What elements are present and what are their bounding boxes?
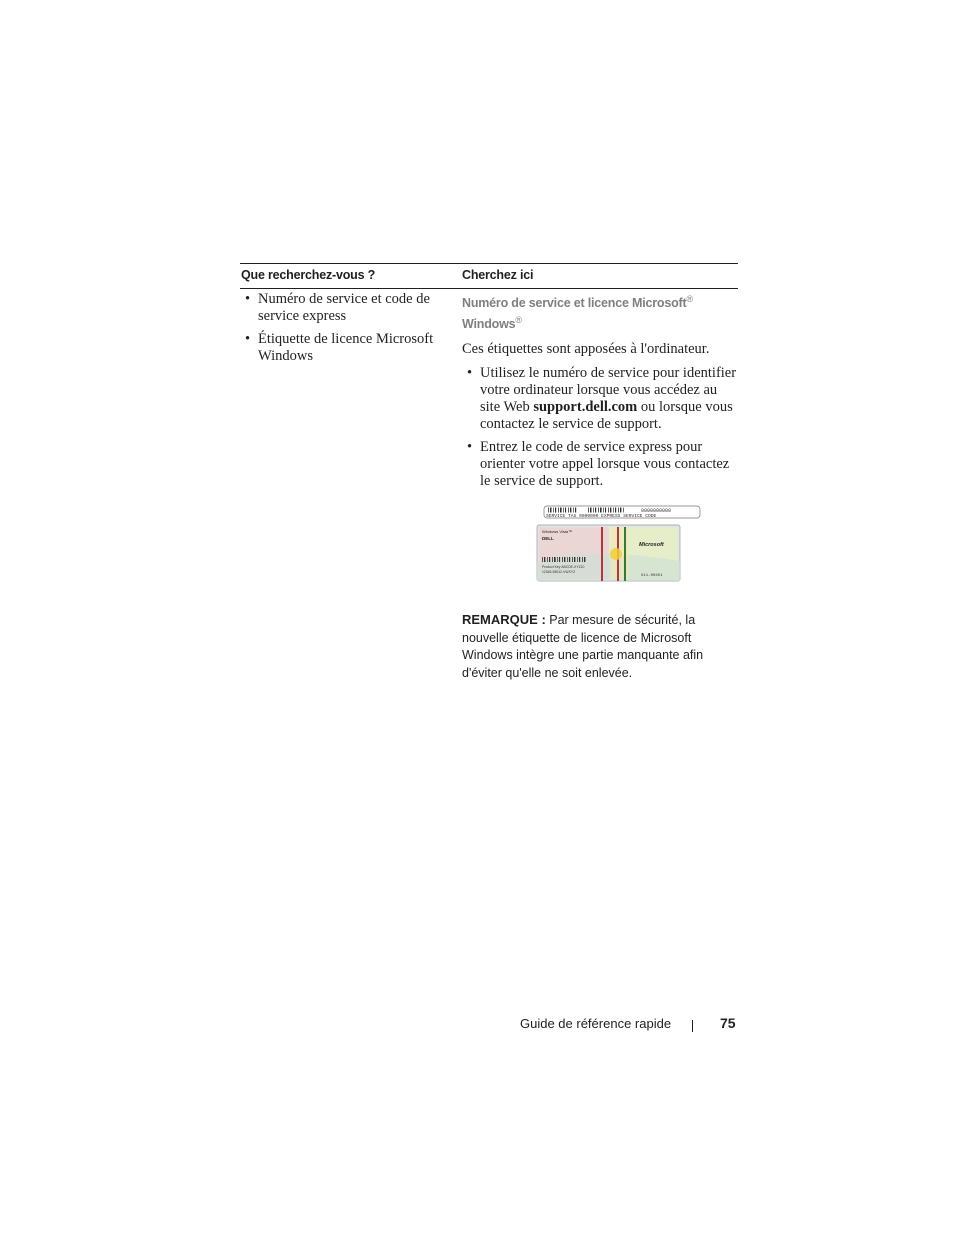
- note-label: REMARQUE :: [462, 612, 546, 628]
- list-item: • Étiquette de licence Microsoft Windows: [240, 331, 440, 365]
- svg-text:Microsoft: Microsoft: [639, 542, 664, 549]
- svg-text:DELL: DELL: [542, 536, 554, 542]
- table-header-left: Que recherchez-vous ?: [241, 268, 376, 282]
- service-tag-and-license-label-image: [536, 505, 706, 585]
- section-title: Numéro de service et licence Microsoft® Windows®: [462, 294, 693, 332]
- intro-text: Ces étiquettes sont apposées à l'ordinateur.: [462, 341, 710, 358]
- note: [462, 611, 738, 682]
- list-item: • Utilisez le numéro de service pour identifier votre ordinateur lorsque vous accédez au site Web support.dell.com ou lorsque vous contactez le service de support.: [462, 365, 738, 433]
- note-text: Par mesure de sécurité, la nouvelle étiquette de licence de Microsoft Windows intègre une partie manquante afin d'éviter qu'elle ne soit enlevée.: [462, 613, 704, 680]
- list-item: • Entrez le code de service express pour orienter votre appel lorsque vous contactez le service de support.: [462, 439, 738, 490]
- table-right-cell: [462, 291, 738, 682]
- page-number: 75: [720, 1015, 736, 1031]
- table-top-rule: [240, 263, 738, 264]
- svg-text:Product Key ABCDE-XYZ10: Product Key ABCDE-XYZ10: [542, 565, 585, 570]
- table-header-rule: [240, 288, 738, 289]
- table-left-cell: [240, 291, 440, 365]
- svg-text:12345-98012-VWXYZ: 12345-98012-VWXYZ: [542, 570, 576, 575]
- footer-title: Guide de référence rapide: [520, 1016, 672, 1031]
- list-item: • Numéro de service et code de service express: [240, 291, 440, 325]
- support-link-text: support.dell.com: [533, 399, 638, 416]
- svg-text:Windows Vista™: Windows Vista™: [542, 529, 573, 535]
- svg-text:X11-00451: X11-00451: [641, 574, 663, 579]
- table-header-right: Cherchez ici: [462, 268, 534, 282]
- svg-text:SERVICE TAG 0000000 EXPRESS: SERVICE TAG 0000000 EXPRESS SERVICE CODE: [546, 514, 657, 520]
- footer-divider: [692, 1020, 693, 1032]
- svg-text:0000000000: 0000000000: [641, 508, 672, 515]
